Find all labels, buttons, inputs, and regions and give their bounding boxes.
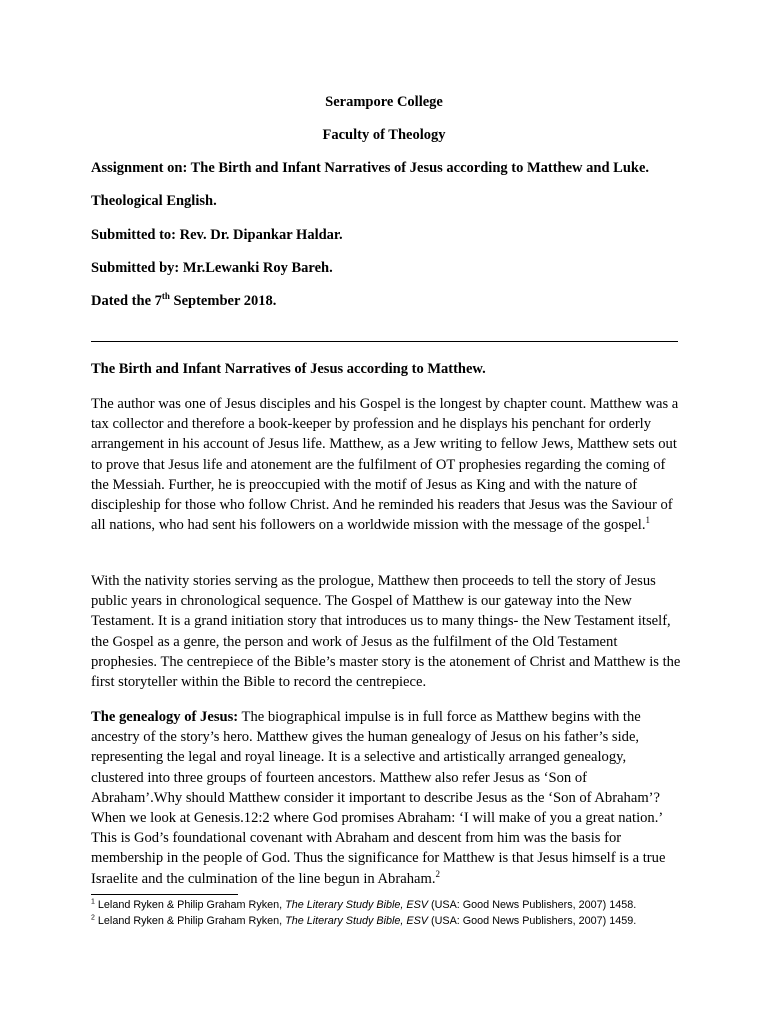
date-line <box>91 293 276 310</box>
footnote-number: 2 <box>91 914 95 922</box>
genealogy-lead: The genealogy of Jesus: <box>91 709 239 725</box>
footnote-number: 1 <box>91 898 95 906</box>
footnote-ref-2: 2 <box>435 868 440 879</box>
footnote-authors: Leland Ryken & Philip Graham Ryken, <box>97 915 286 927</box>
paragraph-nativity: With the nativity stories serving as the prologue, Matthew then proceeds to tell the story of Jesus public years in chronological sequence. The Gospel of Matthew is our gateway into the New Testament. It is a grand initiation story that introduces us to many things- the New Testament itself, the Gospel as a genre, the person and work of Jesus as the fulfilment of the Old Testament prophesies. The centrepiece of the Bible’s master story is the atonement of Christ and Matthew is the first storyteller within the Bible to record the centrepiece. <box>91 573 681 691</box>
course-name: Theological English. <box>91 193 217 209</box>
footnote-publication: (USA: Good News Publishers, 2007) 1459. <box>427 915 637 927</box>
footnote-title: The Literary Study Bible, ESV <box>285 899 428 911</box>
paragraph-text: The biographical impulse is in full force as Matthew begins with the ancestry of the story’s hero. Matthew gives the human genealogy of Jesus on his father’s side, representing the legal and royal lineage. It is a selective and artistically arranged genealogy, clustered into three groups of fourteen ancestors. Matthew also refer Jesus as ‘Son of Abraham’.Why should Matthew consider it important to describe Jesus as the ‘Son of Abraham’? When we look at Genesis.12:2 where God promises Abraham: ‘I will make of you a great nation.’ This is God’s foundational covenant with Abraham and descent from him was the basis for membership in the people of God. Thus the significance for Matthew is that Jesus himself is a true Israelite and the culmination of the line begun in Abraham. <box>91 709 666 887</box>
assignment-title: Assignment on: The Birth and Infant Narratives of Jesus according to Matthew and Luke. <box>91 160 650 176</box>
college-name: Serampore College <box>325 94 443 110</box>
footnote-ref-1: 1 <box>645 515 650 526</box>
paragraph-text: The author was one of Jesus disciples and his Gospel is the longest by chapter count. Matthew was a tax collector and therefore a book-keeper by profession and he displays his penchant for orderly arrangement in his account of Jesus life. Matthew, as a Jew writing to fellow Jews, Matthew sets out to prove that Jesus life and atonement are the fulfilment of OT prophesies regarding the coming of the Messiah. Further, he is preoccupied with the motif of Jesus as King and with the nature of discipleship for those who follow Christ. And he reminded his readers that Jesus was the Saviour of all nations, who had sent his followers on a worldwide mission with the message of the gospel. <box>91 396 679 534</box>
faculty-name: Faculty of Theology <box>322 127 446 143</box>
footnote-divider <box>91 894 238 895</box>
footnote-title: The Literary Study Bible, ESV <box>285 915 428 927</box>
header-divider <box>91 341 678 342</box>
section-heading: The Birth and Infant Narratives of Jesus according to Matthew. <box>91 361 486 377</box>
footnote-authors: Leland Ryken & Philip Graham Ryken, <box>97 899 286 911</box>
footnote-1 <box>91 899 636 911</box>
submitted-by: Submitted by: Mr.Lewanki Roy Bareh. <box>91 260 333 276</box>
date-ordinal: th <box>161 291 170 302</box>
paragraph-author <box>91 394 681 535</box>
paragraph-genealogy <box>91 707 681 889</box>
date-prefix: Dated the 7 <box>91 293 162 309</box>
footnote-publication: (USA: Good News Publishers, 2007) 1458. <box>427 899 637 911</box>
footnote-2 <box>91 915 636 927</box>
submitted-to: Submitted to: Rev. Dr. Dipankar Haldar. <box>91 227 343 243</box>
date-suffix: September 2018. <box>169 293 277 309</box>
